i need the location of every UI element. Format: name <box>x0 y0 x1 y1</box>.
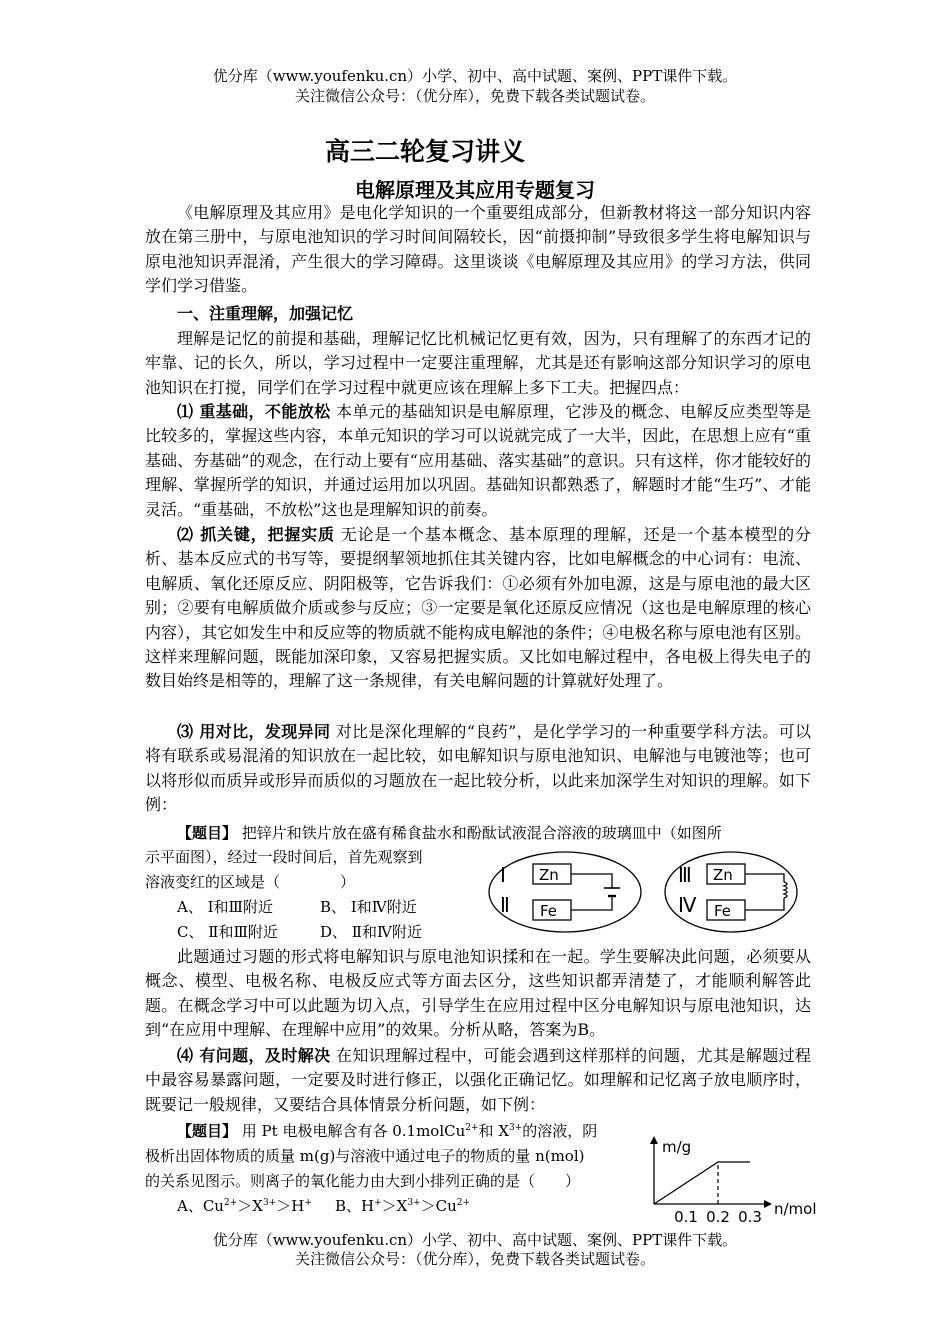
question-1-tag: 【题目】 <box>177 824 238 842</box>
question-1-option-a: A、 Ⅰ和Ⅲ附近 <box>177 898 273 916</box>
point-1-paragraph <box>145 400 811 522</box>
page-subtitle: 电解原理及其应用专题复习 <box>355 178 595 202</box>
opt-a-sup-1: 2+ <box>223 1198 238 1208</box>
label-region-1: Ⅰ <box>500 863 506 887</box>
point-4-paragraph <box>145 1044 811 1117</box>
point-1-text: 本单元的基础知识是电解原理，它涉及的概念、电解反应类型等是比较多的，掌握这些内容，本单元知识的学习可以说就完成了一大半，因此，在思想上应有“重基础、夯基础”的观念，在行动上要有“应用基础、落实基础”的意识。只有这样，你才能较好的理解、掌握所学的知识，并通过运用加以巩固。基础知识都熟悉了，解题时才能“生巧”、才能灵活。“重基础，不放松”这也是理解知识的前奏。 <box>145 402 812 519</box>
question-2-tag: 【题目】 <box>177 1122 238 1140</box>
data-series-line <box>654 1162 750 1204</box>
opt-b-sup-3: 2+ <box>456 1198 471 1208</box>
question-2-line-1 <box>177 1120 597 1142</box>
opt-b-part-3: ＞Cu <box>420 1197 457 1215</box>
mass-vs-moles-chart <box>640 1132 830 1224</box>
question-1-line-3: 溶液变红的区域是（ ） <box>145 873 356 891</box>
x-charge: 3+ <box>509 1123 523 1133</box>
point-3-text: 对比是深化理解的“良药”，是化学学习的一种重要学科方法。可以将有联系或易混淆的知识放在一起比较，如电解知识与原电池知识、电解池与电镀池等；也可以将形似而质异或形异而质似的习题放在一起比较分析，以此来加深学生对知识的理解。如下例： <box>145 722 812 815</box>
iron-label-right: Fe <box>714 902 732 920</box>
y-axis-label: m/g <box>662 1138 692 1156</box>
question-2-line-2: 极析出固体物质的质量 m(g)与溶液中通过电子的物质的量 n(mol) <box>145 1147 585 1165</box>
electrolysis-diagram <box>488 850 808 940</box>
opt-b-sup-1: + <box>374 1198 382 1208</box>
footer-line-2: 关注微信公众号：（优分库），免费下载各类试题试卷。 <box>294 1250 655 1268</box>
question-2-line-3: 的关系见图示。则离子的氧化能力由大到小排列正确的是（ ） <box>145 1172 581 1190</box>
x-axis-arrow <box>764 1200 772 1208</box>
iron-label-left: Fe <box>540 902 558 920</box>
point-4-lead: ⑷ 有问题，及时解决 <box>177 1046 331 1065</box>
opt-b-part-2: ＞X <box>381 1197 408 1215</box>
x-axis-label: n/mol <box>774 1200 817 1218</box>
opt-a-sup-2: 3+ <box>262 1198 277 1208</box>
question-1-option-d: D、 Ⅱ和Ⅳ附近 <box>320 923 422 941</box>
question-2-option-b <box>335 1195 470 1217</box>
question-1-option-c: C、 Ⅱ和Ⅲ附近 <box>177 923 278 941</box>
question-1-text-1: 把锌片和铁片放在盛有稀食盐水和酚酞试液混合溶液的玻璃皿中（如图所 <box>237 824 722 842</box>
point-3-paragraph <box>145 720 811 818</box>
point-2-lead: ⑵ 抓关键，把握实质 <box>177 525 335 544</box>
x-tick-0-2: 0.2 <box>706 1208 730 1224</box>
question-2-text-1a: 用 Pt 电极电解含有各 0.1molCu <box>237 1122 466 1140</box>
opt-b-part-1: B、H <box>335 1197 375 1215</box>
intro-paragraph: 《电解原理及其应用》是电化学知识的一个重要组成部分，但新教材将这一部分知识内容放在第三册中，与原电池知识的学习时间间隔较长，因“前摄抑制”导致很多学生将电解知识与原电池知识弄混淆，产生很大的学习障碍。这里谈谈《电解原理及其应用》的学习方法，供同学们学习借鉴。 <box>145 203 811 296</box>
question-2-text-1c: 的溶液，阴 <box>522 1122 598 1140</box>
zinc-label-right: Zn <box>713 866 733 884</box>
section-1-paragraph: 理解是记忆的前提和基础，理解记忆比机械记忆更有效，因为，只有理解了的东西才记的牢靠、记的长久，所以，学习过程中一定要注重理解，尤其是还有影响这部分知识学习的原电池知识在打搅，同学们在学习过程中就更应该在理解上多下工夫。把握四点： <box>145 329 811 397</box>
opt-a-sup-3: + <box>304 1198 312 1208</box>
opt-b-sup-2: 3+ <box>407 1198 421 1208</box>
footer-line-1: 优分库（www.youfenku.cn）小学、初中、高中试题、案例、PPT课件下载。 <box>212 1231 738 1249</box>
wire-right-top <box>745 874 784 882</box>
point-3-lead: ⑶ 用对比，发现异同 <box>177 722 331 741</box>
wire-left-bottom <box>571 896 612 910</box>
header-line-2: 关注微信公众号：（优分库），免费下载各类试题试卷。 <box>294 87 655 105</box>
cu-charge: 2+ <box>465 1123 479 1133</box>
x-tick-0-1: 0.1 <box>674 1208 698 1224</box>
label-region-4: Ⅳ <box>678 893 697 917</box>
x-tick-0-3: 0.3 <box>738 1208 762 1224</box>
point-2-paragraph <box>145 523 811 694</box>
wire-left-top <box>571 874 612 888</box>
opt-a-part-2: ＞X <box>237 1197 263 1215</box>
question-2-text-1b: 和 X <box>478 1122 509 1140</box>
label-region-2: Ⅱ <box>500 893 510 917</box>
question-2-option-a <box>177 1195 312 1217</box>
point-1-lead: ⑴ 重基础，不能放松 <box>177 402 331 421</box>
opt-a-part-1: A、Cu <box>177 1197 224 1215</box>
resistor-coil <box>784 882 787 898</box>
opt-a-part-3: ＞H <box>276 1197 305 1215</box>
section-heading-1: 一、注重理解，加强记忆 <box>177 304 354 323</box>
question-1-analysis: 此题通过习题的形式将电解知识与原电池知识揉和在一起。学生要解决此问题，必须要从概念、模型、电极名称、电极反应式等方面去区分，这些知识都弄清楚了，才能顺利解答此题。在概念学习中可以此题为切入点，引导学生在应用过程中区分电解知识与原电池知识，达到“在应用中理解、在理解中应用”的效果。分析从略，答案为B。 <box>145 947 811 1040</box>
header-line-1: 优分库（www.youfenku.cn）小学、初中、高中试题、案例、PPT课件下载。 <box>212 67 738 85</box>
question-1-line-2: 示平面图），经过一段时间后，首先观察到 <box>145 848 423 866</box>
question-1-option-b: B、 Ⅰ和Ⅳ附近 <box>320 898 417 916</box>
point-4-text: 在知识理解过程中，可能会遇到这样那样的问题，尤其是解题过程中最容易暴露问题，一定要及时进行修正，以强化正确记忆。如理解和记忆离子放电顺序时，既要记一般规律，又要结合具体情景分析问题，如下例： <box>145 1046 812 1114</box>
wire-right-bottom <box>745 898 784 910</box>
y-axis-arrow <box>650 1136 658 1144</box>
point-2-text: 无论是一个基本概念、基本原理的理解，还是一个基本模型的分析、基本反应式的书写等，要提纲挈领地抓住其关键内容，比如电解概念的中心词有：电流、电解质、氧化还原反应、阴阳极等，它告诉我们：①必须有外加电源，这是与原电池的最大区别；②要有电解质做介质或参与反应；③一定要是氧化还原反应情况（这也是电解原理的核心内容），其它如发生中和反应等的物质就不能构成电解池的条件；④电极名称与原电池有区别。这样来理解问题，既能加深印象，又容易把握实质。又比如电解过程中，各电极上得失电子的数目始终是相等的，理解了这一条规律，有关电解问题的计算就好处理了。 <box>145 525 811 691</box>
question-1-line-1 <box>177 822 722 844</box>
zinc-label-left: Zn <box>539 866 559 884</box>
page-title: 高三二轮复习讲义 <box>324 137 525 166</box>
label-region-3: Ⅲ <box>678 863 692 887</box>
